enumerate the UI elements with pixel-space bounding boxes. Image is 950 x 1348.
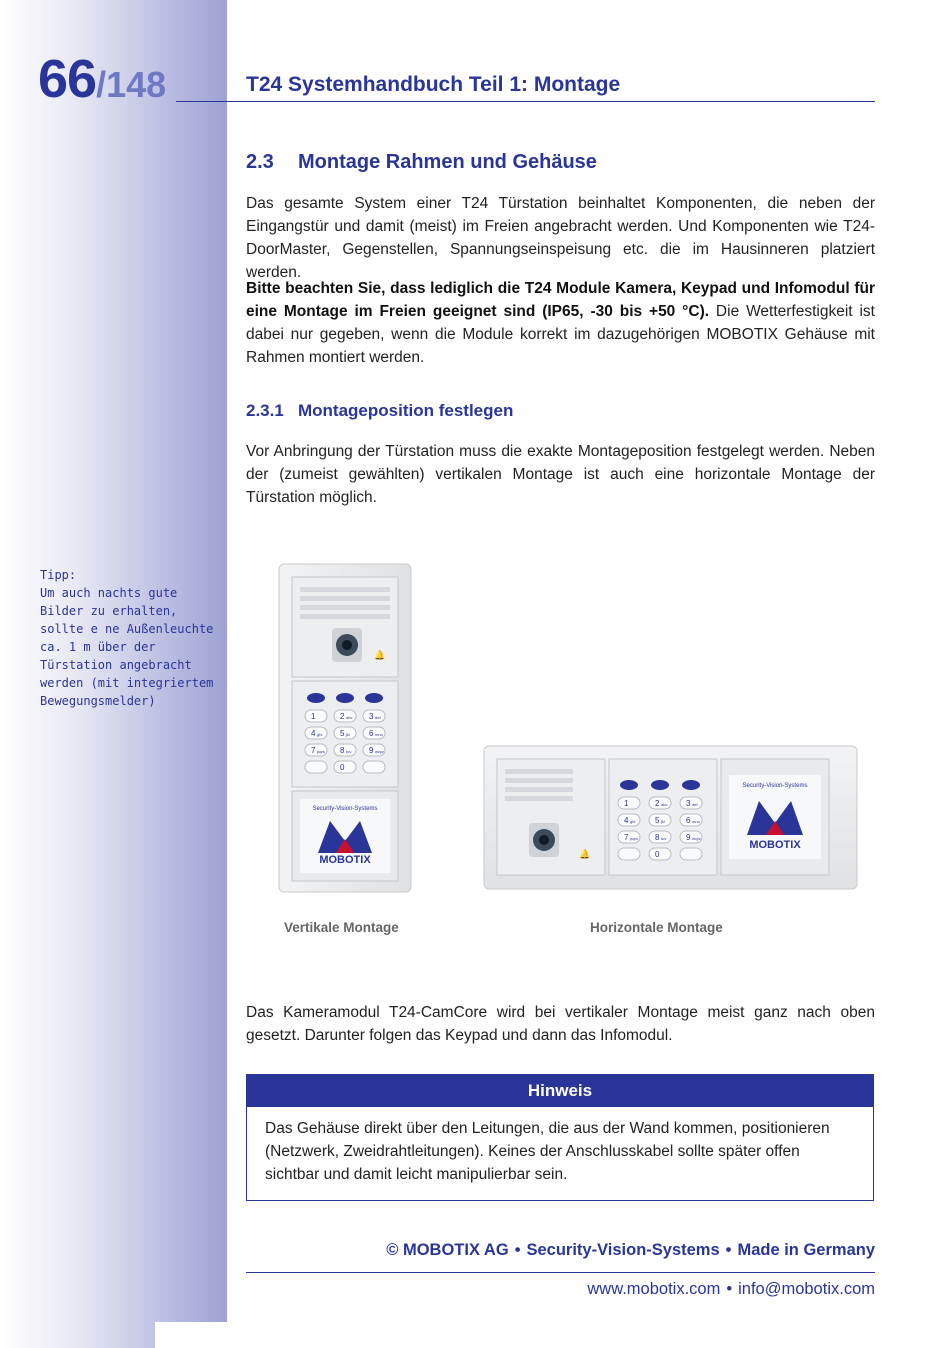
keypad-function-keys	[307, 693, 383, 703]
bell-icon: 🔔	[374, 650, 386, 660]
keypad-key	[680, 848, 702, 860]
section-para-1: Das gesamte System einer T24 Türstation beinhaltet Komponenten, die neben der Eingangstür und damit (meist) im Freien angebracht werden. Und Komponenten wie T24-DoorMaster, Gegenstellen, Spannungseinspeisung etc. die im Hausinneren platziert werden.	[246, 195, 875, 281]
keypad-key	[649, 848, 671, 860]
keypad-key-letters: wxyz	[375, 749, 384, 754]
info-module-text: Security-Vision-Systems	[312, 806, 378, 812]
keypad-key-letters: wxyz	[692, 836, 701, 841]
keypad-key	[334, 710, 356, 722]
vertical-mount-image	[278, 563, 412, 893]
keypad-key-letters: tuv	[661, 836, 667, 841]
keypad-key	[618, 814, 640, 826]
section-para-2	[246, 277, 875, 369]
tip-line: Tipp:	[40, 568, 77, 582]
keypad-key-letters: ghi	[317, 732, 323, 737]
keypad-key	[363, 761, 385, 773]
footer-rule	[246, 1272, 875, 1273]
footer-made: Made in Germany	[737, 1241, 875, 1259]
keypad-key-digit: 8	[655, 833, 660, 842]
keypad-key-letters: jkl	[661, 819, 665, 824]
keypad-key-digit: 3	[686, 799, 691, 808]
keypad-key	[649, 814, 671, 826]
keypad-key-letters: ghi	[630, 819, 636, 824]
keypad-key	[680, 797, 702, 809]
keypad-key-digit: 0	[340, 763, 345, 772]
keypad-key-digit: 5	[340, 729, 345, 738]
keypad-key	[334, 727, 356, 739]
keypad-key	[649, 797, 671, 809]
bell-icon: 🔔	[579, 849, 591, 859]
keypad-key-digit: 4	[311, 729, 316, 738]
footer-separator: •	[725, 1241, 732, 1259]
keypad-key-letters: tuv	[346, 749, 352, 754]
page-number	[38, 49, 167, 109]
keypad-key	[334, 744, 356, 756]
keypad-key-digit: 6	[369, 729, 374, 738]
section-title: Montage Rahmen und Gehäuse	[298, 151, 597, 173]
footer-contact-line	[587, 1280, 875, 1299]
section-number: 2.3	[246, 151, 274, 173]
keypad-key-digit: 1	[624, 799, 629, 808]
keypad-key	[618, 848, 640, 860]
info-module-brand: MOBOTIX	[319, 854, 371, 866]
keypad-key-letters: abc	[661, 802, 668, 807]
keypad-key	[305, 727, 327, 739]
tip-line: Um auch nachts gute	[40, 586, 178, 600]
keypad-key-digit: 6	[686, 816, 691, 825]
subsection-heading	[246, 401, 875, 421]
footer-email[interactable]: info@mobotix.com	[738, 1280, 875, 1298]
vertical-caption: Vertikale Montage	[284, 920, 399, 935]
keypad-key-digit: 1	[311, 712, 316, 721]
keypad-key	[618, 797, 640, 809]
after-figure-para: Das Kameramodul T24-CamCore wird bei vertikaler Montage meist ganz nach oben gesetzt. Darunter folgen das Keypad und dann das Infomodul.	[246, 1004, 875, 1044]
footer-url[interactable]: www.mobotix.com	[587, 1280, 721, 1298]
keypad-key-digit: 9	[369, 746, 374, 755]
footer-separator: •	[514, 1241, 521, 1259]
section-heading	[246, 151, 875, 174]
header-rule	[176, 101, 875, 102]
keypad-key-letters: mno	[375, 732, 383, 737]
subsection-title: Montageposition festlegen	[298, 401, 514, 420]
bottom-strip	[155, 1322, 227, 1348]
section-para-2-bold: Bitte beachten Sie, dass lediglich die T24 Module Kamera, Keypad und Infomodul für eine Montage im Freien geeignet sind (IP65, -30 bis +50 °C).	[246, 280, 875, 320]
page-current: 66	[38, 49, 97, 109]
keypad-key-digit: 9	[686, 833, 691, 842]
hinweis-text: Das Gehäuse direkt über den Leitungen, die aus der Wand kommen, positionieren (Netzwerk, Zweidrahtleitungen). Keines der Anschlusskabel sollte später offen sichtbar und damit leicht manipulierbar sein.	[265, 1120, 830, 1183]
footer-separator: •	[726, 1280, 733, 1298]
keypad-key-digit: 2	[655, 799, 660, 808]
keypad-key-letters: mno	[692, 819, 700, 824]
page-total: /148	[96, 64, 167, 105]
horizontal-mount-image	[483, 745, 858, 890]
tip-line: werden (mit integriertem	[40, 676, 214, 690]
keypad-key-letters: pqrs	[630, 836, 638, 841]
keypad-key	[305, 761, 327, 773]
keypad-key-letters: abc	[346, 715, 353, 720]
keypad-key	[363, 710, 385, 722]
hinweis-title: Hinweis	[247, 1075, 873, 1107]
keypad-key-digit: 7	[624, 833, 629, 842]
page-title: T24 Systemhandbuch Teil 1: Montage	[246, 73, 621, 96]
hinweis-box	[246, 1074, 874, 1201]
keypad-key-digit: 8	[340, 746, 345, 755]
keypad-key-digit: 4	[624, 816, 629, 825]
tip-line: ca. 1 m über der	[40, 640, 156, 654]
section-para-2-rest: Die Wetterfestigkeit ist dabei nur gegeben, wenn die Module korrekt im dazugehörigen MOBOTIX Gehäuse mit Rahmen montiert werden.	[246, 303, 875, 366]
keypad-key-digit: 3	[369, 712, 374, 721]
footer-copyright: © MOBOTIX AG	[386, 1241, 509, 1259]
info-module-brand: MOBOTIX	[749, 839, 801, 851]
tip-line: Bewegungsmelder)	[40, 694, 156, 708]
keypad-key	[305, 710, 327, 722]
keypad-key-digit: 2	[340, 712, 345, 721]
info-module-text: Security-Vision-Systems	[742, 783, 808, 789]
sidebar-tip	[40, 566, 220, 710]
keypad-key-letters: jkl	[346, 732, 350, 737]
footer-tagline: Security-Vision-Systems	[526, 1241, 720, 1259]
keypad-key	[649, 831, 671, 843]
subsection-para: Vor Anbringung der Türstation muss die exakte Montageposition festgelegt werden. Neben der (zumeist gewählten) vertikalen Montage ist auch eine horizontale Montage der Türstation möglich.	[246, 443, 875, 506]
subsection-number: 2.3.1	[246, 401, 284, 420]
tip-line: Türstation angebracht	[40, 658, 192, 672]
keypad-key	[334, 761, 356, 773]
keypad-key-letters: pqrs	[317, 749, 325, 754]
horizontal-caption: Horizontale Montage	[590, 920, 723, 935]
keypad-key-letters: def	[692, 802, 698, 807]
keypad-key-letters: def	[375, 715, 381, 720]
keypad-function-keys	[620, 780, 700, 790]
tip-line: sollte e ne Außenleuchte	[40, 622, 214, 636]
keypad-key-digit: 0	[655, 850, 660, 859]
tip-line: Bilder zu erhalten,	[40, 604, 178, 618]
footer-company-line	[386, 1241, 875, 1260]
keypad-key-digit: 5	[655, 816, 660, 825]
keypad-key-digit: 7	[311, 746, 316, 755]
